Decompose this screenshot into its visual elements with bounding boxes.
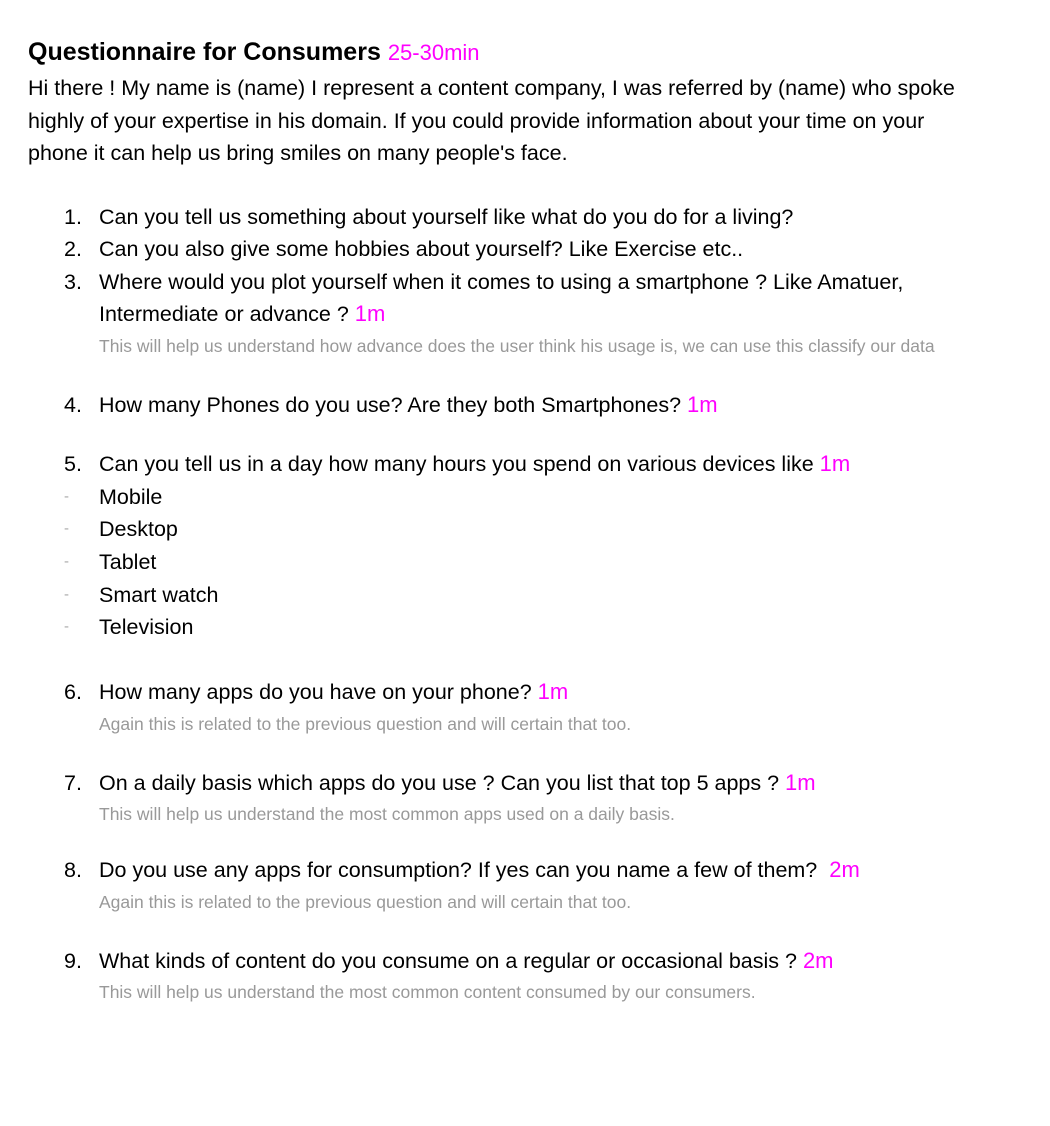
device-item [28,481,1018,514]
question-text: Can you tell us something about yourself like what do you do for a living? [99,204,794,229]
question-time: 2m [829,857,860,883]
question-7 [28,767,1018,828]
question-note: Again this is related to the previous question and will certain that too. [99,891,632,912]
question-time: 2m [802,947,834,973]
question-note: This will help us understand how advance does the user think his usage is, we can use this classify our data [99,335,935,356]
question-number: 7. [64,770,82,795]
question-time: 1m [354,301,386,326]
question-text: Do you use any apps for consumption? If yes can you name a few of them? [99,858,818,883]
question-text: Where would you plot yourself when it comes to using a smartphone ? Like Amatuer, Intermediate or advance ? [99,269,904,326]
document-page [28,36,1018,1005]
question-number: 1. [64,204,82,229]
dash-bullet: - [64,487,69,505]
device-item [28,611,1018,644]
question-time: 1m [785,769,816,795]
dash-bullet: - [64,520,69,538]
question-5 [28,448,1018,481]
device-label: Desktop [99,517,178,542]
question-time: 1m [819,451,851,476]
question-text: What kinds of content do you consume on a regular or occasional basis ? [99,948,797,973]
question-3 [28,266,1018,359]
device-label: Mobile [99,484,163,509]
device-label: Smart watch [99,582,219,607]
question-9 [28,945,1018,1006]
question-list [28,201,1018,1006]
device-item [28,513,1018,546]
question-2 [28,233,1018,266]
device-label: Tablet [99,549,157,574]
question-note: This will help us understand the most common content consumed by our consumers. [99,982,756,1003]
total-duration: 25-30min [387,40,480,65]
question-1 [28,201,1018,234]
question-number: 4. [64,392,82,417]
page-title: Questionnaire for Consumers [28,38,381,66]
dash-bullet: - [64,618,69,636]
device-label: Television [99,615,194,640]
question-text: How many Phones do you use? Are they both Smartphones? [99,392,682,417]
question-text: Can you also give some hobbies about yourself? Like Exercise etc.. [99,237,744,261]
question-8 [28,854,1018,915]
question-6 [28,676,1018,737]
device-item [28,579,1018,612]
question-note: This will help us understand the most common apps used on a daily basis. [99,804,675,825]
dash-bullet: - [64,552,69,570]
title-row [28,36,1018,69]
question-number: 5. [64,452,82,476]
question-number: 6. [64,680,82,705]
question-number: 2. [64,237,82,261]
question-text: On a daily basis which apps do you use ? Can you list that top 5 apps ? [99,770,780,795]
question-text: How many apps do you have on your phone? [99,680,532,705]
dash-bullet: - [64,585,69,603]
question-text: Can you tell us in a day how many hours you spend on various devices like [99,452,814,476]
intro-paragraph: Hi there ! My name is (name) I represent a content company, I was referred by (name) who spoke highly of your expertise in his domain. If you could provide information about your time on your phone it can help us bring smiles on many people's face. [28,76,955,165]
question-note: Again this is related to the previous question and will certain that too. [99,713,632,734]
question-time: 1m [687,391,718,417]
question-4 [28,389,1018,422]
question-number: 8. [64,858,82,883]
device-item [28,546,1018,579]
question-number: 9. [64,948,82,973]
question-number: 3. [64,269,82,294]
question-time: 1m [537,679,569,705]
